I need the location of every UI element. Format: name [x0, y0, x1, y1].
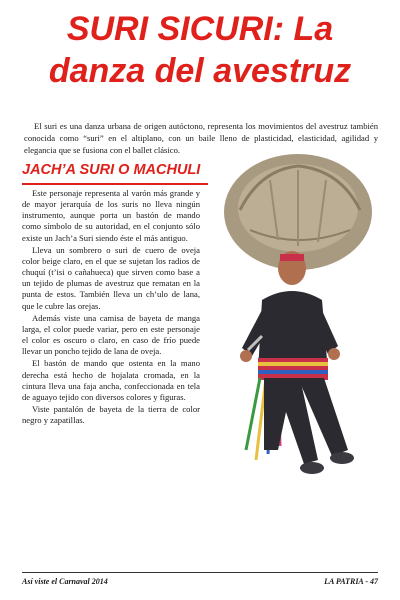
article-title: SURI SICURI: La danza del avestruz — [48, 10, 352, 90]
dancer-photo — [200, 150, 390, 550]
body-paragraph: Lleva un sombrero o suri de cuero de oveja color beige claro, en el que se sujetan los radios de chuquí (t’isi o cañahueca) que sirven como base a un tejido de plumas de avestruz que rematan en la punta de estos. También lleva un ch’ulo de lana, que le cubre las orejas. — [22, 244, 200, 311]
article-body — [22, 188, 200, 427]
article-intro: El suri es una danza urbana de origen autóctono, representa los movimientos del avestruz también conocida como “suri” en el altiplano, con un baile lleno de plasticidad, elasticidad, agilidad y elegancia que se fusiona con el ballet clásico. — [24, 121, 378, 155]
footer-page-number: LA PATRIA - 47 — [324, 577, 378, 586]
footer-rule — [22, 572, 378, 573]
woven-sash — [258, 358, 328, 380]
body-paragraph: El bastón de mando que ostenta en la mano derecha está hecho de hojalata cromada, en la cintura lleva una faja ancha, confeccionada en tela de aguayo tejido con diversos colores y figuras. — [22, 358, 200, 402]
section-heading: JACH’A SURI O MACHULI — [22, 162, 201, 178]
footer-publication: Así viste el Carnaval 2014 — [22, 577, 108, 586]
body-paragraph: Además viste una camisa de bayeta de manga larga, el color puede variar, pero en este personaje el color es oscuro o claro, en caso de frío puede llevar un poncho tejido de lana de oveja. — [22, 312, 200, 357]
body-paragraph: Viste pantalón de bayeta de la tierra de color negro y zapatillas. — [22, 403, 200, 426]
section-heading-rule — [22, 183, 208, 185]
body-paragraph: Este personaje representa al varón más grande y de mayor jerarquía de los suris no lleva ningún instrumento, aunque porta un bastón de mando como símbolo de su autoridad, en el conjunto sólo existe un Jach’a Suri siendo éste el más antiguo. — [22, 188, 200, 243]
